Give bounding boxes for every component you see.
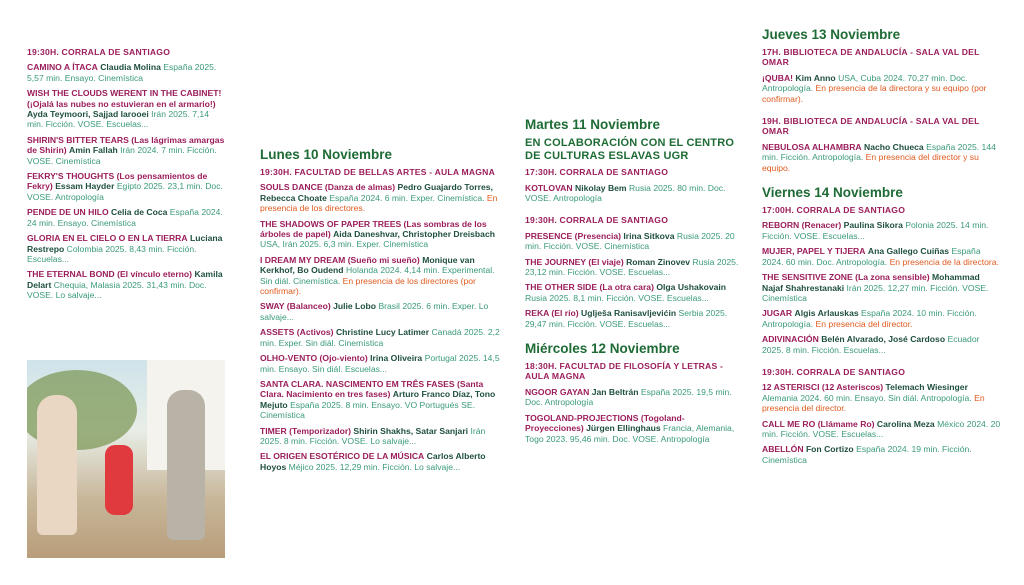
- festival-photo: [27, 360, 225, 558]
- film-list: [762, 142, 1002, 173]
- film-info: Portugal 2025. 14,5 min. Ensayo. Sin diál. Escuelas...: [260, 353, 500, 374]
- film-director: Nikolay Bem: [574, 182, 627, 193]
- film-info: España 2025. 19,5 min. Doc. Antropología: [525, 386, 732, 408]
- film-info: Irán 2024. 7 min. Ficción. VOSE. Cinemística: [27, 145, 217, 166]
- film-entry: [260, 353, 500, 374]
- film-entry: [762, 142, 1002, 173]
- column-2: [260, 147, 500, 477]
- photo-person-right: [167, 390, 205, 540]
- film-info: España 2024. 10 min. Ficción. Antropología.: [762, 308, 977, 329]
- film-director: Carolina Meza: [876, 418, 935, 429]
- film-list: [260, 182, 500, 472]
- film-entry: [260, 255, 500, 297]
- film-entry: [27, 171, 227, 202]
- film-info: Polonia 2025. 14 min. Ficción. VOSE. Escuelas...: [762, 220, 989, 241]
- film-title: THE ETERNAL BOND (El vínculo eterno): [27, 269, 193, 280]
- film-info: Rusia 2025. 23,12 min. Ficción. VOSE. Escuelas...: [525, 256, 739, 278]
- venue-heading: 17:30H. CORRALA DE SANTIAGO: [525, 167, 669, 178]
- film-entry: [260, 301, 500, 322]
- film-director: Luciana Restrepo: [27, 233, 223, 254]
- film-presence: En presencia de la directora y su equipo (por confirmar).: [762, 83, 987, 104]
- film-entry: [762, 382, 1002, 413]
- film-info: España 2024. 24 min. Ensayo. Cinemística: [27, 207, 223, 228]
- column-1: [27, 47, 227, 306]
- film-list: [762, 220, 1002, 354]
- film-title: ¡QUBA!: [762, 72, 794, 83]
- film-list: [525, 387, 740, 444]
- film-title: 12 ASTERISCI (12 Asteriscos): [762, 382, 884, 393]
- venue-heading: 19:30H. CORRALA DE SANTIAGO: [762, 366, 906, 377]
- film-info: Canadá 2025. 2,2 min. Exper. Sin diál. Cinemística: [260, 327, 500, 348]
- film-info: España 2024. 6 min. Exper. Cinemística.: [329, 192, 485, 203]
- film-info: Brasil 2025. 6 min. Exper. Lo salvaje...: [260, 301, 489, 322]
- film-title: PRESENCE (Presencia): [525, 230, 621, 241]
- film-entry: [762, 272, 1002, 303]
- film-title: ASSETS (Activos): [260, 327, 334, 338]
- film-info: Irán 2025. 12,27 min. Ficción. VOSE. Cinemística: [762, 282, 989, 303]
- venue-heading: 19:30H. CORRALA DE SANTIAGO: [525, 215, 669, 226]
- film-list: [525, 231, 740, 329]
- film-entry: [260, 327, 500, 348]
- film-entry: [27, 269, 227, 300]
- film-title: KOTLOVAN: [525, 182, 573, 193]
- film-presence: En presencia de la directora.: [889, 256, 999, 267]
- day-heading: Martes 11 Noviembre: [525, 117, 661, 132]
- venue-heading: 17H. BIBLIOTECA DE ANDALUCÍA - SALA VAL DEL OMAR: [762, 47, 980, 68]
- film-entry: [260, 379, 500, 421]
- film-entry: [525, 231, 740, 252]
- film-title: MUJER, PAPEL Y TIJERA: [762, 246, 866, 257]
- film-entry: [260, 426, 500, 447]
- venue-heading: 18:30H. FACULTAD DE FILOSOFÍA Y LETRAS - AULA MAGNA: [525, 361, 724, 382]
- film-title: ABELLÓN: [762, 444, 804, 455]
- film-title: PENDE DE UN HILO: [27, 207, 109, 218]
- film-title: SOULS DANCE (Danza de almas): [260, 182, 396, 193]
- film-director: Irina Oliveira: [370, 353, 423, 364]
- film-director: Nacho Chueca: [864, 141, 924, 152]
- film-info: Serbia 2025. 29,47 min. Ficción. VOSE. Escuelas...: [525, 308, 728, 329]
- film-info: Francia, Alemania, Togo 2023. 95,46 min. Doc. VOSE. Antropología: [525, 423, 735, 444]
- film-entry: [762, 308, 1002, 329]
- film-info: Rusia 2025. 8,1 min. Ficción. VOSE. Escuelas...: [525, 292, 709, 303]
- film-director: Shirin Shakhs, Satar Sanjari: [353, 425, 469, 436]
- film-director: Amin Fallah: [69, 145, 118, 156]
- day-heading: Jueves 13 Noviembre: [762, 27, 901, 42]
- film-info: Rusia 2025. 20 min. Ficción. VOSE. Cinemística: [525, 230, 735, 252]
- film-info: Irán 2025. 8 min. Ficción. VOSE. Lo salvaje...: [260, 425, 486, 446]
- film-entry: [762, 334, 1002, 355]
- film-title: THE OTHER SIDE (La otra cara): [525, 282, 654, 293]
- column-3: [525, 117, 740, 449]
- film-entry: [27, 135, 227, 166]
- film-presence: En presencia del director.: [762, 392, 985, 414]
- film-presence: En presencia del director y su equipo.: [762, 152, 979, 173]
- film-entry: [27, 207, 227, 228]
- film-title: SHIRIN'S BITTER TEARS (Las lágrimas amargas de Shirin): [27, 134, 225, 156]
- film-entry: [525, 308, 740, 329]
- film-entry: [260, 219, 500, 250]
- film-title: NEBULOSA ALHAMBRA: [762, 141, 862, 152]
- venue-heading: 19:30H. CORRALA DE SANTIAGO: [27, 47, 171, 57]
- film-director: Ayda Teymoori, Sajjad Iarooei: [27, 109, 149, 120]
- film-director: Belén Alvarado, José Cardoso: [821, 334, 946, 345]
- film-title: CALL ME RO (Llámame Ro): [762, 418, 875, 429]
- film-title: I DREAM MY DREAM (Sueño mi sueño): [260, 254, 420, 265]
- film-info: Egipto 2025. 23,1 min. Doc. VOSE. Antropología: [27, 181, 223, 202]
- film-info: Holanda 2024. 4,14 min. Experimental. Sin diál. Cinemística.: [260, 265, 495, 286]
- film-list: [27, 62, 227, 300]
- film-director: Uglješa Ranisavljevićin: [581, 308, 677, 319]
- film-list: [762, 382, 1002, 465]
- film-director: Roman Zinovev: [626, 256, 691, 267]
- film-director: Christine Lucy Latimer: [335, 327, 430, 338]
- film-info: Méjico 2025. 12,29 min. Ficción. Lo salvaje...: [288, 461, 461, 472]
- film-info: Alemania 2024. 60 min. Ensayo. Sin diál. Antropología.: [762, 392, 972, 403]
- film-title: OLHO-VENTO (Ojo-viento): [260, 353, 368, 364]
- film-entry: [525, 257, 740, 278]
- film-director: Arturo Franco Díaz, Tono Mejuto: [260, 389, 496, 410]
- film-director: Jürgen Ellinghaus: [586, 423, 661, 434]
- film-title: FEKRY'S THOUGHTS (Los pensamientos de Fekry): [27, 171, 208, 192]
- film-director: Telemach Wiesinger: [885, 382, 968, 393]
- film-entry: [525, 413, 740, 444]
- film-director: Carlos Alberto Hoyos: [260, 451, 486, 472]
- day-heading: Viernes 14 Noviembre: [762, 185, 903, 201]
- film-info: España 2025. 144 min. Ficción. Antropología.: [762, 141, 996, 163]
- film-title: REBORN (Renacer): [762, 220, 842, 231]
- film-entry: [525, 387, 740, 408]
- film-director: Ana Gallego Cuiñas: [867, 246, 950, 257]
- film-info: USA, Irán 2025. 6,3 min. Exper. Cinemística: [260, 239, 429, 250]
- film-director: Olga Ushakovain: [656, 282, 727, 293]
- film-info: España 2024. 60 min. Doc. Antropología.: [762, 246, 981, 267]
- film-director: Algis Arlauskas: [794, 308, 859, 319]
- film-director: Mohammad Najaf Shahrestanaki: [762, 272, 980, 293]
- film-info: Ecuador 2025. 8 min. Ficción. Escuelas...: [762, 334, 980, 355]
- film-director: Irina Sitkova: [623, 230, 675, 241]
- film-title: JUGAR: [762, 308, 793, 319]
- photo-child: [105, 445, 133, 515]
- film-info: Colombia 2025. 8,43 min. Ficción. Escuelas...: [27, 243, 197, 264]
- film-info: Irán 2025. 7,14 min. Ficción. VOSE. Escuelas...: [27, 109, 209, 130]
- film-title: THE JOURNEY (El viaje): [525, 256, 624, 267]
- film-entry: [260, 451, 500, 472]
- film-title: EL ORIGEN ESOTÉRICO DE LA MÚSICA: [260, 451, 425, 462]
- film-entry: [762, 444, 1002, 465]
- film-presence: En presencia de los directores.: [260, 192, 498, 214]
- film-director: Kim Anno: [795, 72, 836, 83]
- film-director: Monique van Kerkhof, Bo Oudend: [260, 254, 475, 276]
- film-entry: [27, 62, 227, 83]
- film-info: Chequia, Malasia 2025. 31,43 min. Doc. VOSE. Lo salvaje...: [27, 279, 207, 301]
- film-director: Essam Hayder: [55, 181, 115, 192]
- film-title: GLORIA EN EL CIELO O EN LA TIERRA: [27, 233, 188, 244]
- film-title: THE SENSITIVE ZONE (La zona sensible): [762, 272, 930, 283]
- film-director: Aida Daneshvar, Christopher Dreisbach: [333, 229, 495, 240]
- film-info: Rusia 2025. 80 min. Doc. VOSE. Antropología: [525, 182, 726, 203]
- column-4: [762, 27, 1002, 470]
- film-info: España 2024. 19 min. Ficción. Cinemística: [762, 444, 972, 465]
- film-director: Claudia Molina: [100, 62, 161, 73]
- film-entry: [525, 183, 740, 204]
- venue-heading: 17:00H. CORRALA DE SANTIAGO: [762, 205, 906, 216]
- film-title: TIMER (Temporizador): [260, 425, 352, 436]
- film-info: USA, Cuba 2024. 70,27 min. Doc. Antropología.: [762, 72, 968, 94]
- film-presence: En presencia de los directores (por confirmar).: [260, 275, 476, 297]
- film-title: TOGOLAND-PROJECTIONS (Togoland-Proyecciones): [525, 412, 685, 434]
- film-director: Jan Beltrán: [591, 386, 639, 397]
- film-list: [762, 73, 1002, 104]
- film-director: Pedro Guajardo Torres, Rebecca Choate: [260, 182, 493, 203]
- film-director: Kamila Delart: [27, 269, 223, 290]
- film-entry: [525, 282, 740, 303]
- film-title: REKA (El río): [525, 308, 579, 319]
- film-info: España 2025. 8 min. Ensayo. VO Portugués SE. Cinemística: [260, 399, 475, 421]
- venue-heading: 19:30H. FACULTAD DE BELLAS ARTES - AULA MAGNA: [260, 167, 495, 177]
- film-entry: [762, 73, 1002, 104]
- photo-person-left: [37, 395, 77, 535]
- film-title: SANTA CLARA. NASCIMENTO EM TRÊS FASES (Santa Clara. Nacimiento en tres fases): [260, 378, 484, 400]
- film-info: México 2024. 20 min. Ficción. VOSE. Escuelas...: [762, 418, 1001, 439]
- day-heading: Miércoles 12 Noviembre: [525, 341, 680, 357]
- film-title: ADIVINACIÓN: [762, 334, 819, 345]
- film-title: CAMINO A ÍTACA: [27, 62, 98, 73]
- film-list: [525, 183, 740, 204]
- film-entry: [27, 233, 227, 264]
- film-presence: En presencia del director.: [815, 318, 913, 329]
- film-entry: [260, 182, 500, 213]
- film-director: Fon Cortizo: [805, 444, 854, 455]
- film-info: España 2025. 5,57 min. Ensayo. Cinemística: [27, 62, 217, 83]
- film-director: Julie Lobo: [333, 301, 377, 312]
- film-title: THE SHADOWS OF PAPER TREES (Las sombras de los árboles de papel): [260, 218, 487, 240]
- film-entry: [762, 419, 1002, 440]
- film-title: WISH THE CLOUDS WERENT IN THE CABINET! (¡Ojalá las nubes no estuvieran en el armario!): [27, 88, 222, 109]
- film-entry: [27, 88, 227, 130]
- collab-heading: EN COLABORACIÓN CON EL CENTRO DE CULTURAS ESLAVAS UGR: [525, 137, 735, 162]
- venue-heading: 19H. BIBLIOTECA DE ANDALUCÍA - SALA VAL DEL OMAR: [762, 116, 980, 137]
- day-heading: Lunes 10 Noviembre: [260, 147, 393, 162]
- film-title: SWAY (Balanceo): [260, 301, 331, 312]
- film-director: Celia de Coca: [111, 207, 168, 218]
- film-entry: [762, 220, 1002, 241]
- film-director: Paulina Sikora: [843, 220, 903, 231]
- film-title: NGOOR GAYAN: [525, 386, 590, 397]
- film-entry: [762, 246, 1002, 267]
